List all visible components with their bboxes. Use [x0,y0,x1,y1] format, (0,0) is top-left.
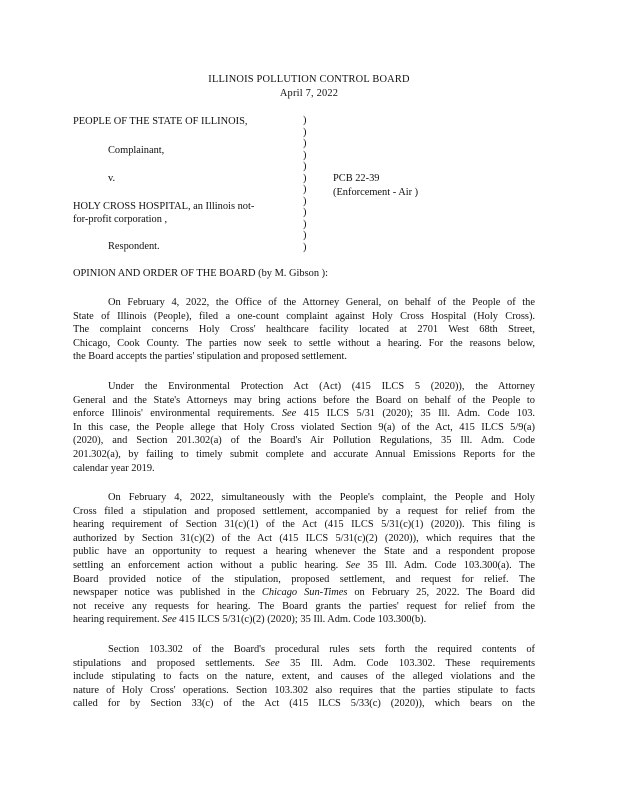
paragraph-line: include stipulating to facts on the nature, extent, and causes of the alleged violations and the [73,671,535,683]
paragraph-2 [73,380,535,475]
paragraph-line: called for by Section 33(c) of the Act (415 ILCS 5/33(c) (2020)), which bears on the [73,698,535,710]
paragraph-line: On February 4, 2022, the Office of the Attorney General, on behalf of the People of the [108,297,535,308]
board-name: ILLINOIS POLLUTION CONTROL BOARD [208,74,410,85]
paragraph-line: The complaint concerns Holy Cross' healthcare facility located at 2701 West 68th Street, [73,324,535,336]
paragraph-line: the Board accepts the parties' stipulation and proposed settlement. [73,351,347,363]
paragraph-line: hearing requirement. See 415 ILCS 5/31(c)(2) (2020); 35 Ill. Adm. Code 103.300(b). [73,614,427,626]
paragraph-line: enforce Illinois' environmental requirements. See 415 ILCS 5/31 (2020); 35 Ill. Adm. Code 103. [73,408,535,420]
paren: ) [303,195,307,207]
paragraph-line: public have an opportunity to request a hearing whenever the State and a respondent propose [73,546,535,558]
paragraph-line: General and the State's Attorneys may bring actions before the Board on behalf of the People to [73,394,535,406]
paren: ) [303,230,307,242]
paren: ) [303,184,307,196]
paragraph-line: (2020), and Section 201.302(a) of the Board's Air Pollution Regulations, 35 Ill. Adm. Code [73,435,535,447]
paren: ) [303,161,307,173]
paragraph-4 [73,643,535,711]
caption-parenthesis-column [303,115,313,254]
paragraph-line: authorized by Section 31(c)(2) of the Act (415 ILCS 5/31(c)(2) (2020)), which requires that the [73,532,535,544]
paragraph-line: In this case, the People allege that Holy Cross violated Section 9(a) of the Act, 415 ILCS 5/9(a) [73,421,535,433]
paren: ) [303,242,307,254]
paragraph-line: Chicago, Cook County. The parties now seek to settle without a hearing. For the reasons below, [73,337,535,349]
case-type: (Enforcement - Air ) [333,187,419,198]
paragraph-1 [73,296,535,364]
paragraph-line: State of Illinois (People), filed a one-count complaint against Holy Cross Hospital (Holy Cross). [73,310,535,322]
paragraph-line: Section 103.302 of the Board's procedural rules sets forth the required contents of [108,644,535,655]
paragraph-line: On February 4, 2022, simultaneously with the People's complaint, the People and Holy [108,492,535,503]
paragraph-line: stipulations and proposed settlements. See 35 Ill. Adm. Code 103.302. These requirements [73,657,535,669]
caption-plaintiff: PEOPLE OF THE STATE OF ILLINOIS, [73,116,248,127]
paragraph-line: calendar year 2019. [73,462,155,474]
paren: ) [303,115,307,126]
caption-defendant-line2: for-profit corporation , [73,214,168,225]
caption-respondent: Respondent. [108,241,160,252]
paragraph-line: 201.302(a), by failing to timely submit complete and accurate Annual Emissions Reports for the [73,448,535,460]
paragraph-line: Under the Environmental Protection Act (Act) (415 ILCS 5 (2020)), the Attorney [108,381,535,392]
paragraph-line: not receive any requests for hearing. The Board grants the parties' request for relief from the [73,600,535,612]
paren: ) [303,172,307,184]
paragraph-line: hearing requirement of Section 31(c)(1) of the Act (415 ILCS 5/31(c)(1) (2020)). This filing is [73,519,535,531]
caption-complainant: Complainant, [108,145,165,156]
paragraph-line: newspaper notice was published in the Chicago Sun-Times on February 25, 2022. The Board did [73,587,536,599]
paragraph-line: nature of Holy Cross' operations. Section 103.302 also requires that the parties stipulate to facts [73,684,535,696]
case-number: PCB 22-39 [333,173,380,184]
caption-defendant-line1: HOLY CROSS HOSPITAL, an Illinois not- [73,201,255,212]
paragraph-line: settling an enforcement action without a public hearing. See 35 Ill. Adm. Code 103.300(a). The [73,559,535,571]
paren: ) [303,218,307,230]
paren: ) [303,149,307,161]
caption-versus: v. [108,173,116,184]
paragraph-3 [73,491,535,627]
paren: ) [303,207,307,219]
opinion-heading: OPINION AND ORDER OF THE BOARD (by M. Gibson ): [73,268,328,279]
paren: ) [303,126,307,138]
paragraph-line: Board provided notice of the stipulation, proposed settlement, and request for relief. The [73,573,535,585]
paragraph-line: Cross filed a stipulation and proposed settlement, accompanied by a request for relief from the [73,505,535,517]
paren: ) [303,138,307,150]
order-date: April 7, 2022 [279,88,339,99]
